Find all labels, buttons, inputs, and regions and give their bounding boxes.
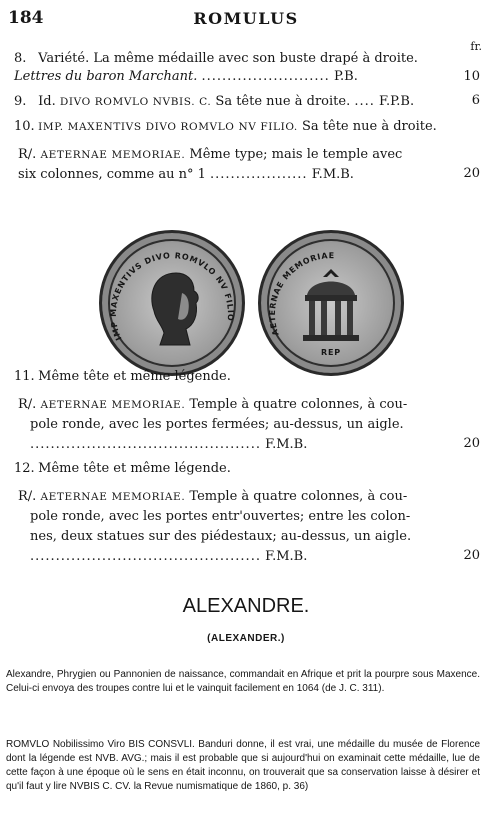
entry-text: Même tête et même légende. [38,461,231,476]
reverse-exergue: REP [321,348,341,357]
running-title: ROMULUS [193,9,299,28]
entry-text: Sa tête nue à droite. [302,119,437,134]
entry-11-reverse-line2 [30,416,450,434]
entry-number: 9. [14,94,27,109]
coin-legend: DIVO ROMVLO NVBIS. C. [59,96,212,108]
entry-price: 6 [471,93,480,108]
reverse-mark: R/. [18,147,37,162]
entry-grade: F.M.B. [265,549,308,564]
entry-12-reverse [18,488,448,506]
entry-price: 20 [463,436,480,451]
entry-grade: F.P.B. [379,94,415,109]
entry-10 [14,118,464,136]
entry-12-reverse-line3 [30,528,450,546]
obverse-coin-art [102,233,242,373]
entry-text: pole ronde, avec les portes fermées; au-dessus, un aigle. [30,417,404,432]
price-unit: fr. [470,40,482,53]
page-number: 184 [8,8,44,28]
leader-dots: .... [354,94,375,109]
leader-dots: ................... [210,167,308,182]
entry-9 [14,93,434,111]
reverse-legend: AETERNAE MEMORIAE [267,251,335,337]
biography-paragraph: Alexandre, Phrygien ou Pannonien de naissance, commandait en Afrique et prit la pourpre sous Maxence. Celui-ci envoya des troupes contre lui et le vainquit facilement en 1064 (de J. C. 311). [6,669,480,694]
obverse-coin [99,230,245,376]
notes-paragraph: ROMVLO Nobilissimo Viro BIS CONSVLI. Banduri donne, il est vrai, une médaille du musée de Florence dont la légende est NVB. AVG.; mais il est probable que si aujourd'hui on examinait cette médaille, lue de cette façon à une époque où le sens en était inconnu, on trouverait que sa conservation laisse à désirer et qu'il faut y lire NVBIS C. CV. la Revue numismatique de 1860, p. 36) [6,739,480,792]
entry-number: 10. [14,119,35,134]
entry-text: Temple à quatre colonnes, à cou- [189,489,408,504]
obverse-legend: IMP MAXENTIVS DIVO ROMVLO NV FILIO [108,251,236,342]
reverse-coin-art [261,233,401,373]
entry-text: pole ronde, avec les portes entr'ouvertes; entre les colon- [30,509,411,524]
entry-10-reverse [18,146,448,164]
coin-legend: AETERNAE MEMORIAE. [40,491,186,503]
section-title: ALEXANDRE. [182,595,310,617]
entry-11-reverse [18,396,448,414]
entry-number: 12. [14,461,35,476]
entry-12-reverse-line4 [30,548,450,566]
entry-price: 20 [463,166,480,181]
reverse-mark: R/. [18,397,37,412]
eagle-icon [323,269,339,277]
entry-10-reverse-line2 [18,166,448,184]
entry-12 [14,460,434,478]
entry-text: nes, deux statues sur des piédestaux; au-dessus, un aigle. [30,529,412,544]
coin-legend: IMP. MAXENTIVS DIVO ROMVLO NV FILIO. [38,121,298,133]
entry-11-reverse-line3 [30,436,450,454]
entry-text: Même type; mais le temple avec [189,147,403,162]
entry-text: Variété. La même médaille avec son buste drapé à droite. [38,51,418,66]
reverse-mark: R/. [18,489,37,504]
entry-number: 11. [14,369,35,384]
entry-text: six colonnes, comme au n° 1 [18,167,206,182]
section-subtitle: (ALEXANDER.) [207,633,285,644]
entry-grade: P.B. [333,69,358,84]
entry-price: 20 [463,548,480,563]
entry-text: Même tête et même légende. [38,369,231,384]
temple-icon [303,282,359,342]
entry-price: 10 [463,69,480,84]
reverse-coin [258,230,404,376]
leader-dots: ............................................. [30,437,261,452]
entry-id: Id. [38,94,56,109]
leader-dots: ......................... [201,69,330,84]
entry-8 [14,50,434,86]
entry-text: Temple à quatre colonnes, à cou- [189,397,408,412]
leader-dots: ............................................. [30,549,261,564]
coin-legend: AETERNAE MEMORIAE. [40,149,186,161]
entry-italic-source: Lettres du baron Marchant. [14,69,198,84]
entry-text: Sa tête nue à droite. [215,94,351,109]
portrait-head-icon [152,273,198,345]
entry-12-reverse-line2 [30,508,450,526]
entry-11 [14,368,434,386]
entry-number: 8. [14,51,27,66]
entry-grade: F.M.B. [265,437,308,452]
entry-grade: F.M.B. [311,167,354,182]
coin-legend: AETERNAE MEMORIAE. [40,399,186,411]
